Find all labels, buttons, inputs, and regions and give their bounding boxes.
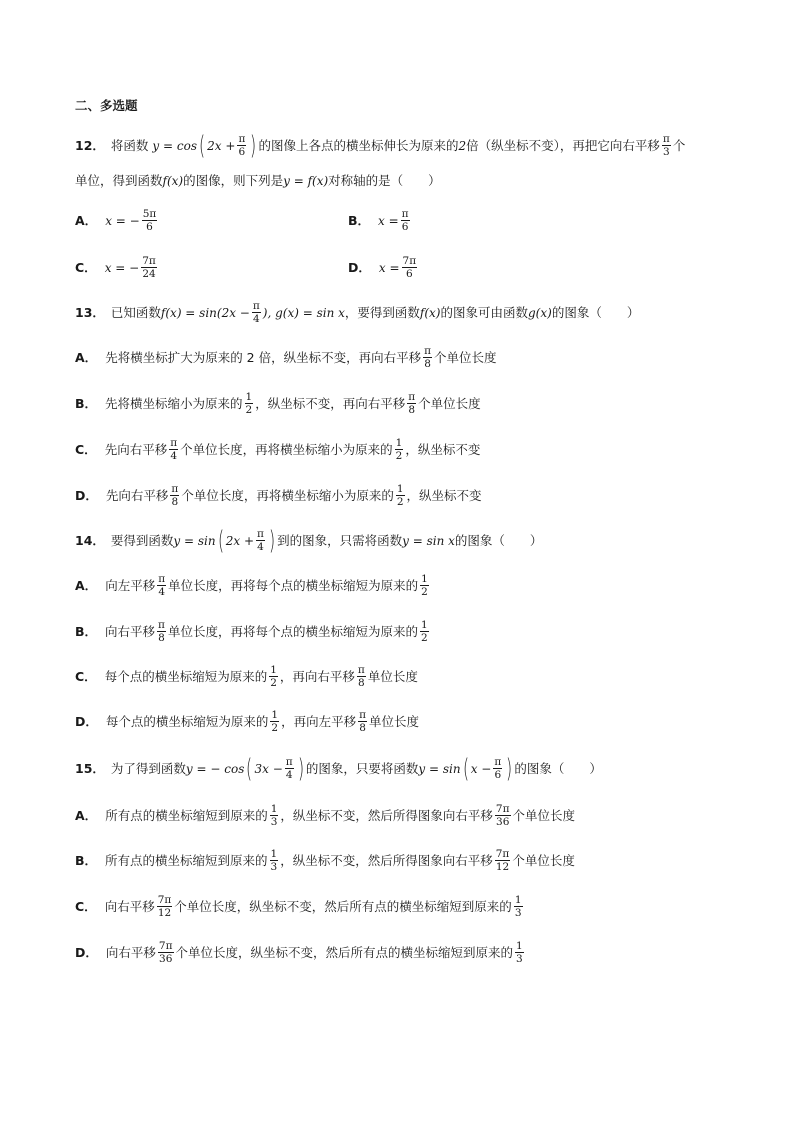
option-d[interactable] [348,255,419,280]
paren-close: ) [268,525,276,556]
question-12-stem [75,130,686,161]
option-text: 个单位长度 [434,349,497,365]
stem-text: 将函数 [110,137,149,153]
paren-open: ( [199,130,206,161]
fraction: $\frac{7\pi}{12}$ [157,894,172,919]
option-b[interactable] [75,391,481,416]
fraction: $\frac{\pi}{8}$ [359,709,367,734]
paren-close: ) [297,753,304,784]
fraction: $\frac{\pi}{4}$ [158,573,166,598]
option-text: ，纵坐标不变，再向右平移 [255,395,406,411]
formula: y = sin [173,533,216,548]
option-text: 所有点的横坐标缩短到原来的 [105,807,268,823]
fraction: $\frac{\pi}{4}$ [257,528,264,553]
option-label: C． [75,441,97,457]
stem-text: 的图像，则下列是 [183,173,284,188]
fraction: $\frac{1}{2}$ [271,709,279,734]
formula: ), g(x) = sin x [262,305,345,320]
option-label: A． [75,212,98,228]
fraction: $\frac{\pi}{4}$ [170,437,178,462]
option-label: C． [75,668,97,684]
question-14-stem [75,525,543,556]
option-c[interactable] [75,894,525,919]
stem-text: ，要得到函数 [344,304,420,320]
fraction: $\frac{\pi}{6}$ [494,756,502,781]
stem-text: 要得到函数 [110,532,174,548]
fraction: $\frac{5\pi}{6}$ [142,208,157,233]
option-text: ，纵坐标不变，然后所得图象向右平移 [280,852,493,868]
option-label: D． [75,944,98,960]
formula: x = − [105,213,140,228]
paren-close: ) [250,130,257,161]
question-number: 12． [75,137,105,153]
option-text: 单位长度，再将每个点的横坐标缩短为原来的 [167,623,418,639]
stem-text: 的图象可由函数 [440,304,528,320]
fraction: $\frac{7\pi}{6}$ [402,255,417,280]
stem-text: 个 [672,137,686,153]
option-b[interactable] [75,848,575,873]
stem-text: 为了得到函数 [110,760,186,776]
stem-text: 的图象（ ） [514,760,602,776]
stem-text: 单位，得到函数 [75,173,163,188]
option-label: B． [75,623,98,639]
stem-text: 的图象（ ） [551,304,640,320]
formula: f(x) = sin(2x − [160,305,250,320]
fraction: $\frac{\pi}{4}$ [285,756,293,781]
option-text: ，再向左平移 [281,713,357,729]
fraction: $\frac{1}{2}$ [395,437,403,462]
option-text: ，纵坐标不变 [405,441,481,457]
option-text: 先将横坐标扩大为原来的 2 倍，纵坐标不变，再向右平移 [105,349,422,365]
stem-text: 的图像上各点的横坐标伸长为原来的 [258,137,459,153]
option-label: A． [75,349,98,365]
stem-text: 的图象（ ） [454,532,543,548]
formula: 2x + [225,533,255,548]
option-text: 所有点的横坐标缩短到原来的 [105,852,268,868]
fraction: $\frac{\pi}{6}$ [238,133,246,158]
option-label: A． [75,807,98,823]
formula: 2 [458,138,467,153]
option-text: 个单位长度 [512,852,575,868]
option-a[interactable] [75,573,431,598]
option-text: 向左平移 [105,577,156,593]
paren-open: ( [217,525,224,556]
option-d[interactable] [75,483,482,508]
paren-open: ( [246,753,253,784]
option-label: D． [348,259,371,275]
option-label: D． [75,713,98,729]
option-text: 个单位长度 [512,807,576,823]
formula: x = − [104,260,140,275]
option-label: D． [75,487,98,503]
option-text: 先向右平移 [105,487,169,503]
option-b[interactable] [348,208,412,233]
stem-text: 倍（纵坐标不变），再把它向右平移 [466,137,660,153]
option-text: 向右平移 [105,623,156,639]
fraction: $\frac{1}{3}$ [270,848,278,873]
fraction: $\frac{7\pi}{36}$ [158,940,173,965]
question-15-stem [75,753,602,784]
option-label: A． [75,577,98,593]
question-13-stem [75,300,639,325]
fraction: $\frac{1}{2}$ [396,483,404,508]
fraction: $\frac{1}{2}$ [421,573,428,598]
question-number: 15． [75,760,105,776]
question-number: 13． [75,304,105,320]
fraction: $\frac{\pi}{8}$ [424,345,431,370]
option-text: 单位长度，再将每个点的横坐标缩短为原来的 [168,577,419,593]
fraction: $\frac{\pi}{8}$ [158,619,165,644]
option-text: 每个点的横坐标缩短为原来的 [104,668,268,684]
option-text: 单位长度 [367,668,418,684]
option-text: 向右平移 [104,898,155,914]
option-text: ，再向右平移 [279,668,355,684]
formula: x = [378,260,400,275]
option-c[interactable] [75,437,480,462]
formula: 3x − [254,761,283,776]
formula: x = [378,213,399,228]
formula: x − [470,761,492,776]
option-text: 个单位长度，纵坐标不变，然后所有点的横坐标缩短到原来的 [174,898,512,914]
option-text: 先将横坐标缩小为原来的 [105,395,243,411]
option-text: 个单位长度 [418,395,481,411]
option-text: 个单位长度，再将横坐标缩小为原来的 [181,487,394,503]
option-text: 单位长度 [369,713,420,729]
option-label: C． [75,898,97,914]
option-text: ，纵坐标不变，然后所得图象向右平移 [280,807,493,823]
fraction: $\frac{1}{2}$ [420,619,428,644]
stem-text: 对称轴的是（ ） [328,173,441,188]
formula: 2x + [207,138,236,153]
option-a[interactable] [75,208,159,233]
option-text: ，纵坐标不变 [406,487,482,503]
fraction: $\frac{1}{2}$ [270,664,277,689]
option-b[interactable] [75,619,431,644]
stem-text: 已知函数 [110,304,161,320]
formula: y = sin x [402,533,455,548]
formula: y = sin [418,761,461,776]
fraction: $\frac{1}{3}$ [270,803,278,828]
stem-text: 的图象，只要将函数 [305,760,419,776]
section-title: 二、多选题 [75,98,138,113]
question-number: 14． [75,532,105,548]
stem-text: 到的图象，只需将函数 [277,532,403,548]
paren-open: ( [462,753,469,784]
option-a[interactable] [75,803,575,828]
fraction: $\frac{\pi}{6}$ [401,208,409,233]
formula: y = − cos [185,761,245,776]
fraction: $\frac{\pi}{3}$ [662,133,670,158]
fraction: $\frac{\pi}{8}$ [171,483,179,508]
option-c[interactable] [75,664,418,689]
option-a[interactable] [75,345,497,370]
fraction: $\frac{1}{2}$ [245,391,253,416]
paren-close: ) [506,753,513,784]
option-d[interactable] [75,940,526,965]
fraction: $\frac{7\pi}{24}$ [142,255,156,280]
fraction: $\frac{\pi}{4}$ [252,300,260,325]
option-label: B． [75,852,98,868]
question-12-stem-cont [75,172,441,190]
fraction: $\frac{\pi}{8}$ [408,391,416,416]
option-label: C． [75,259,97,275]
option-c[interactable] [75,255,159,280]
option-text: 个单位长度，再将横坐标缩小为原来的 [180,441,393,457]
formula: f(x) [419,305,441,320]
fraction: $\frac{1}{3}$ [516,940,523,965]
formula: f(x) [162,174,184,188]
formula: y = cos [152,138,197,153]
option-text: 每个点的横坐标缩短为原来的 [105,713,269,729]
option-d[interactable] [75,709,419,734]
fraction: $\frac{7\pi}{36}$ [495,803,510,828]
fraction: $\frac{7\pi}{12}$ [495,848,510,873]
fraction: $\frac{1}{3}$ [514,894,522,919]
option-text: 先向右平移 [104,441,168,457]
option-label: B． [348,212,371,228]
formula: y = f(x) [283,174,329,188]
option-label: B． [75,395,98,411]
option-text: 个单位长度，纵坐标不变，然后所有点的横坐标缩短到原来的 [175,944,514,960]
formula: g(x) [528,305,552,320]
fraction: $\frac{\pi}{8}$ [357,664,365,689]
option-text: 向右平移 [105,944,156,960]
